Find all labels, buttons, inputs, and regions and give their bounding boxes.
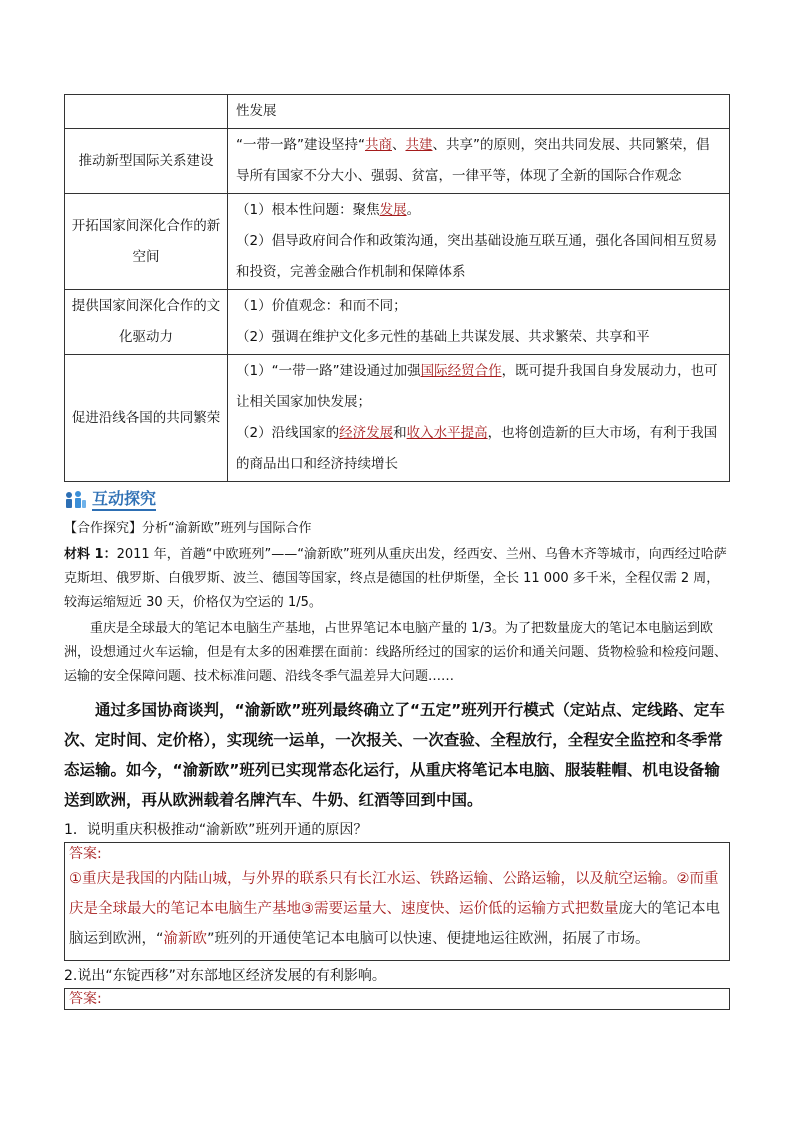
row-heading: 开拓国家间深化合作的新空间 bbox=[65, 194, 228, 290]
row-content: 性发展 bbox=[228, 95, 730, 129]
table-row bbox=[65, 355, 730, 482]
section-title: 互动探究 bbox=[92, 489, 156, 511]
people-interaction-icon bbox=[64, 490, 88, 510]
row-content: （1）价值观念：和而不同； （2）强调在维护文化多元性的基础上共谋发展、共求繁荣、共享和平 bbox=[228, 290, 730, 355]
row-heading: 提供国家间深化合作的文化驱动力 bbox=[65, 290, 228, 355]
table-row bbox=[65, 129, 730, 194]
answer-label-1: 答案: bbox=[69, 846, 102, 862]
material-lead: 材料 1： bbox=[64, 547, 117, 562]
material-1 bbox=[64, 543, 730, 615]
activity-heading: 【合作探究】分析“渝新欧”班列与国际合作 bbox=[64, 521, 312, 536]
row-content: （1）“一带一路”建设通过加强国际经贸合作，既可提升我国自身发展动力，也可让相关国家加快发展； （2）沿线国家的经济发展和收入水平提高，也将创造新的巨大市场，有利于我国的商品出口和经济持续增长 bbox=[228, 355, 730, 482]
question-1: 1．说明重庆积极推动“渝新欧”班列开通的原因？ bbox=[64, 822, 368, 838]
answer-text-1: ①重庆是我国的内陆山城，与外界的联系只有长江水运、铁路运输、公路运输，以及航空运输。②而重庆是全球最大的笔记本电脑生产基地③需要运量大、速度快、运价低的运输方式把数量庞大的笔记本电脑运到欧洲，“渝新欧”班列的开通使笔记本电脑可以快速、便捷地运往欧洲，拓展了市场。 bbox=[69, 871, 720, 947]
answer-label-2: 答案: bbox=[69, 991, 102, 1007]
table-row bbox=[65, 95, 730, 129]
material-paragraph-2: 重庆是全球最大的笔记本电脑生产基地，占世界笔记本电脑产量的 1/3。为了把数量庞大的笔记本电脑运到欧洲，设想通过火车运输，但是有太多的困难摆在面前：线路所经过的国家的运价和通关问题、货物检验和检疫问题、运输的安全保障问题、技术标准问题、沿线冬季气温差异大问题…… bbox=[64, 621, 728, 684]
section-header bbox=[64, 487, 730, 513]
row-heading bbox=[65, 95, 228, 129]
row-heading: 促进沿线各国的共同繁荣 bbox=[65, 355, 228, 482]
answer-box-2[interactable] bbox=[64, 988, 730, 1010]
row-content: （1）根本性问题：聚焦发展。 （2）倡导政府间合作和政策沟通，突出基础设施互联互通，强化各国间相互贸易和投资，完善金融合作机制和保障体系 bbox=[228, 194, 730, 290]
page-content bbox=[64, 94, 730, 1010]
row-content: “一带一路”建设坚持“共商、共建、共享”的原则，突出共同发展、共同繁荣，倡导所有国家不分大小、强弱、贫富，一律平等，体现了全新的国际合作观念 bbox=[228, 129, 730, 194]
row-heading: 推动新型国际关系建设 bbox=[65, 129, 228, 194]
material-paragraph-3: 通过多国协商谈判，“渝新欧”班列最终确立了“五定”班列开行模式（定站点、定线路、定车次、定时间、定价格），实现统一运单，一次报关、一次查验、全程放行，全程安全监控和冬季常态运输。如今，“渝新欧”班列已实现常态化运行，从重庆将笔记本电脑、服装鞋帽、机电设备输送到欧洲，再从欧洲载着名牌汽车、牛奶、红酒等回到中国。 bbox=[64, 701, 725, 809]
answer-box-1 bbox=[64, 842, 730, 961]
question-2: 2.说出“东锭西移”对东部地区经济发展的有利影响。 bbox=[64, 968, 386, 984]
material-text: 2011 年，首趟“中欧班列”——“渝新欧”班列从重庆出发，经西安、兰州、乌鲁木齐等城市，向西经过哈萨克斯坦、俄罗斯、白俄罗斯、波兰、德国等国家，终点是德国的杜伊斯堡，全长 11 000 多千米，全程仅需 2 周，较海运缩短近 30 天，价格仅为空运的 1/5。 bbox=[64, 547, 727, 610]
summary-table bbox=[64, 94, 730, 482]
table-row bbox=[65, 290, 730, 355]
table-row bbox=[65, 194, 730, 290]
